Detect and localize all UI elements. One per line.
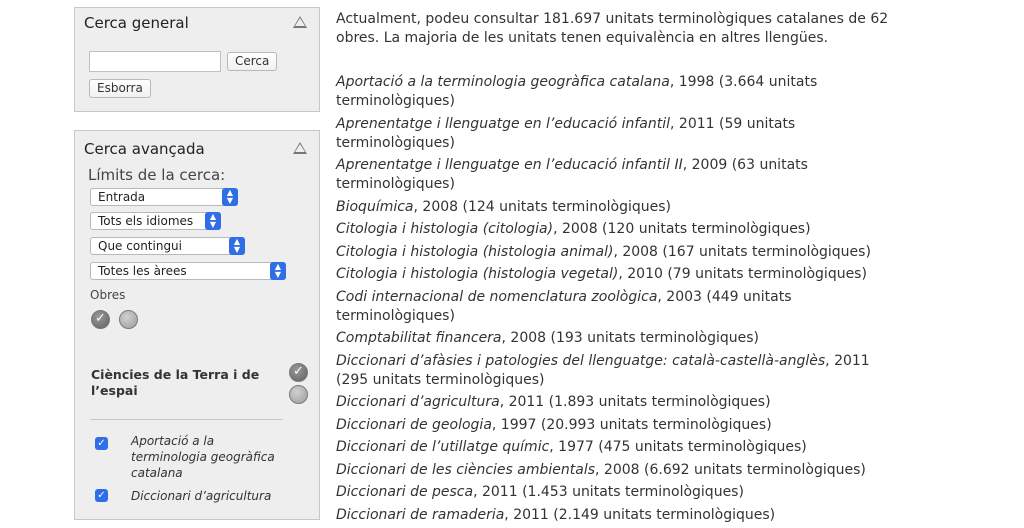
advanced-search-title: Cerca avançada bbox=[84, 140, 205, 158]
work-entry bbox=[336, 393, 896, 412]
work-checkbox[interactable]: ✓ bbox=[95, 489, 108, 502]
select-arrows-icon: ▲ ▼ bbox=[270, 262, 286, 280]
work-detail: , 2011 (295 unitats terminològiques) bbox=[336, 352, 870, 388]
work-entry bbox=[336, 220, 896, 239]
select-value: Totes les àrees bbox=[98, 264, 187, 278]
work-detail: , 2003 (449 unitats terminològiques) bbox=[336, 288, 792, 324]
language-select[interactable] bbox=[90, 212, 221, 230]
main-content bbox=[336, 10, 896, 528]
section-select-all-icon[interactable] bbox=[289, 363, 308, 382]
work-detail: , 2011 (1.893 unitats terminològiques) bbox=[499, 394, 771, 410]
work-entry bbox=[336, 243, 896, 262]
section-deselect-all-icon[interactable] bbox=[289, 385, 308, 404]
section-label: Ciències de la Terra i de l’espai bbox=[91, 367, 260, 398]
work-detail: , 2009 (63 unitats terminològiques) bbox=[336, 157, 808, 192]
select-arrows-icon: ▲ ▼ bbox=[229, 237, 245, 255]
clear-button[interactable]: Esborra bbox=[89, 79, 151, 98]
work-title-link[interactable]: Aportació a la terminologia geogràfica catalana bbox=[336, 74, 670, 90]
work-detail: , 2011 (2.149 unitats terminològiques) bbox=[504, 506, 776, 523]
search-input[interactable] bbox=[89, 51, 221, 72]
works-label: Obres bbox=[90, 288, 126, 302]
work-detail: , 2008 (6.692 unitats terminològiques) bbox=[595, 461, 866, 478]
work-entry bbox=[336, 483, 896, 502]
area-select[interactable] bbox=[90, 262, 286, 280]
advanced-search-panel bbox=[74, 130, 320, 520]
work-title-link[interactable]: Diccionari de les ciències ambientals bbox=[336, 461, 596, 478]
work-title-link[interactable]: Diccionari de geologia bbox=[336, 416, 492, 433]
work-label: Aportació a la terminologia geogràfica catalana bbox=[131, 434, 275, 480]
work-title-link[interactable]: Bioquímica bbox=[336, 198, 414, 215]
work-entry bbox=[336, 461, 896, 480]
work-detail: , 2011 (1.453 unitats terminològiques) bbox=[473, 484, 744, 500]
select-arrows-icon: ▲ ▼ bbox=[222, 188, 238, 206]
select-value: Tots els idiomes bbox=[98, 214, 194, 228]
intro-text: Actualment, podeu consultar 181.697 unitats terminològiques catalanes de 62 obres. La majoria de les unitats tenen equivalència en altres llengües. bbox=[336, 11, 889, 46]
divider bbox=[90, 419, 283, 420]
work-title-link[interactable]: Diccionari d’agricultura bbox=[336, 394, 500, 410]
work-detail: , 2008 (193 unitats terminològiques) bbox=[501, 330, 760, 346]
general-search-header[interactable] bbox=[75, 8, 319, 32]
work-entry bbox=[336, 73, 896, 111]
work-title-link[interactable]: Diccionari de ramaderia bbox=[336, 506, 505, 523]
work-label: Diccionari d’agricultura bbox=[131, 489, 272, 503]
work-detail: , 1997 (20.993 unitats terminològiques) bbox=[491, 416, 772, 433]
work-detail: , 1977 (475 unitats terminològiques) bbox=[549, 439, 807, 455]
work-entry bbox=[336, 288, 896, 326]
deselect-all-icon[interactable] bbox=[119, 310, 138, 329]
work-title-link[interactable]: Citologia i histologia (citologia) bbox=[336, 221, 554, 237]
general-search-title: Cerca general bbox=[84, 14, 189, 32]
work-entry bbox=[336, 265, 896, 284]
work-entry bbox=[336, 438, 896, 457]
work-detail: , 2008 (167 unitats terminològiques) bbox=[613, 243, 871, 260]
general-search-panel bbox=[74, 7, 320, 112]
entry-field-select[interactable] bbox=[90, 188, 238, 206]
work-title-link[interactable]: Diccionari de pesca bbox=[336, 484, 474, 500]
work-detail: , 1998 (3.664 unitats terminològiques) bbox=[336, 74, 818, 109]
work-title-link[interactable]: Citologia i histologia (histologia animal) bbox=[336, 243, 614, 260]
search-limits-label: Límits de la cerca: bbox=[88, 166, 226, 184]
work-detail: , 2011 (59 unitats terminològiques) bbox=[336, 115, 796, 151]
search-button[interactable]: Cerca bbox=[227, 52, 277, 71]
work-title-link[interactable]: Aprenentatge i llenguatge en l’educació infantil II bbox=[336, 157, 683, 173]
select-value: Entrada bbox=[98, 190, 146, 204]
select-all-icon[interactable] bbox=[91, 310, 110, 329]
work-entry bbox=[336, 416, 896, 435]
work-title-link[interactable]: Diccionari de l’utillatge químic bbox=[336, 439, 550, 455]
work-detail: , 2010 (79 unitats terminològiques) bbox=[618, 266, 867, 282]
work-entry bbox=[336, 506, 896, 525]
select-value: Que contingui bbox=[98, 239, 182, 253]
work-entry bbox=[336, 329, 896, 348]
work-entry bbox=[336, 156, 896, 194]
work-title-link[interactable]: Comptabilitat financera bbox=[336, 330, 502, 346]
match-type-select[interactable] bbox=[90, 237, 245, 255]
work-detail: , 2008 (124 unitats terminològiques) bbox=[413, 198, 672, 215]
work-title-link[interactable]: Aprenentatge i llenguatge en l’educació infantil bbox=[336, 115, 671, 132]
collapse-triangle-icon[interactable] bbox=[293, 142, 307, 154]
work-title-link[interactable]: Citologia i histologia (histologia vegetal) bbox=[336, 266, 619, 282]
works-list bbox=[336, 73, 896, 525]
work-title-link[interactable]: Codi internacional de nomenclatura zoològica bbox=[336, 288, 658, 305]
advanced-search-header[interactable] bbox=[75, 131, 319, 158]
select-arrows-icon: ▲ ▼ bbox=[205, 212, 221, 230]
work-entry bbox=[336, 198, 896, 217]
work-entry bbox=[336, 352, 896, 390]
collapse-triangle-icon[interactable] bbox=[293, 16, 307, 28]
work-detail: , 2008 (120 unitats terminològiques) bbox=[553, 221, 811, 237]
work-entry bbox=[336, 115, 896, 153]
work-title-link[interactable]: Diccionari d’afàsies i patologies del llenguatge: català-castellà-anglès bbox=[336, 352, 826, 369]
work-checkbox[interactable]: ✓ bbox=[95, 437, 108, 450]
